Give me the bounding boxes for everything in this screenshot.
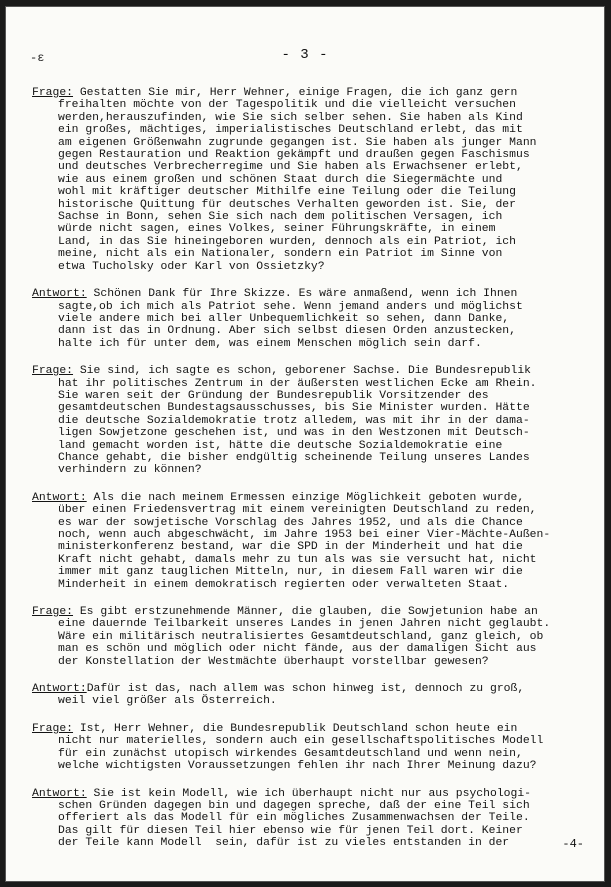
text-line [32,223,584,235]
line-text: gesamtdeutschen Bundestagsausschusses, bis Sie Minister wurden. Hätte [58,402,530,415]
text-line [32,723,584,735]
speaker-label: Antwort: [32,288,87,301]
text-line [32,149,584,161]
text-line [32,606,584,618]
interview-transcript [32,87,584,865]
text-line [32,186,584,198]
line-text: nicht nur materielles, sondern auch ein gesellschaftspolitisches Modell [58,735,544,748]
speaker-label: Frage: [32,87,74,99]
question-block [32,87,584,273]
text-line [32,631,584,643]
text-line [32,427,584,439]
text-line [32,248,584,260]
text-line [32,236,584,248]
speaker-label: Frage: [32,606,74,619]
text-line [32,325,584,337]
text-line [32,402,584,414]
speaker-label: Antwort: [32,491,87,504]
line-text: historische Quittung für deutsches Verhalten geworden ist. Sie, der [58,198,516,211]
text-line [32,735,584,747]
line-text: Sie waren seit der Gründung der Bundesrepublik Vorsitzender des [58,389,489,402]
text-line [32,760,584,772]
text-line [32,683,584,695]
text-line [32,452,584,464]
line-text: der Teile kann Modell sein, dafür ist zu vieles entstanden in der [58,837,510,850]
line-text: der Konstellation der Westmächte überhaupt vorstellbar gewesen? [58,655,489,668]
line-text: Ist, Herr Wehner, die Bundesrepublik Deutschland schon heute ein [73,722,518,735]
line-text: man es schön und möglich oder nicht fände, aus der damaligen Sicht aus [58,643,537,656]
line-text: dann ist das in Ordnung. Aber sich selbst diesen Orden anzustecken, [58,325,516,338]
line-text: welche wichtigsten Voraussetzungen fehlen ihr nach Ihrer Meinung dazu? [58,760,537,773]
text-line [32,695,584,707]
line-text: noch, wenn auch abgeschwächt, im Jahre 1953 bei einer Vier-Mächte-Außen- [58,529,551,541]
line-text: werden,herauszufinden, wie Sie sich selber sehen. Sie haben als Kind [58,111,523,124]
text-line [32,788,584,800]
speaker-label: Frage: [32,365,74,378]
text-line [32,313,584,325]
speaker-label: Frage: [32,722,74,735]
line-text: ministerkonferenz bestand, war die SPD in der Minderheit und hat die [58,541,523,554]
text-line [32,517,584,529]
speaker-label: Antwort: [32,683,87,696]
line-text: etwa Tucholsky oder Karl von Ossietzky? [58,260,325,273]
text-line [32,390,584,402]
text-line [32,566,584,578]
text-line [32,99,584,111]
line-text: Dafür ist das, nach allem was schon hinweg ist, dennoch zu groß, [86,683,525,696]
line-text: Schönen Dank für Ihre Skizze. Es wäre anmaßend, wenn ich Ihnen [86,288,518,301]
line-text: Es gibt erstzunehmende Männer, die glauben, die Sowjetunion habe an [73,606,538,619]
text-line [32,440,584,452]
answer-block [32,683,584,708]
text-line [32,554,584,566]
line-text: die deutsche Sozialdemokratie trotz alledem, was mit ihr in der dama- [58,414,530,427]
line-text: freihalten möchte von der Tagespolitik und die vielleicht versuchen [58,99,516,112]
text-line [32,464,584,476]
line-text: sagte,ob ich mich als Patriot sehe. Wenn jemand anders und möglichst [58,300,523,313]
line-text: über einen Friedensvertrag mit einem vereinigten Deutschland zu reden, [58,504,537,517]
text-line [32,837,584,849]
line-text: es war der sowjetische Vorschlag des Jahres 1952, und als die Chance [58,516,523,529]
text-line [32,415,584,427]
line-text: Sie ist kein Modell, wie ich überhaupt nicht nur aus psychologi- [86,787,531,800]
line-text: Kraft nicht gehabt, damals mehr zu tun als was sie versucht hat, nicht [58,553,537,566]
line-text: Sie sind, ich sagte es schon, geborener Sachse. Die Bundesrepublik [73,365,531,378]
text-line [32,365,584,377]
answer-block [32,492,584,591]
line-text: immer mit ganz tauglichen Mitteln, nur, in diesem Fall waren wir die [58,566,523,579]
text-line [32,800,584,812]
question-block [32,723,584,773]
line-text: und deutsches Verbrecherregime und Sie haben als Erwachsener erlebt, [58,161,523,174]
line-text: offeriert als das Modell für ein mögliches Zusammenwachsen der Teile. [58,812,530,825]
text-line [32,812,584,824]
line-text: gegen Restauration und Reaktion gekämpft und draußen gegen Faschismus [58,149,530,162]
text-line [32,338,584,350]
line-text: Das gilt für diesen Teil hier ebenso wie für jenen Teil dort. Keiner [58,824,523,837]
line-text: am eigenen Größenwahn zugrunde gegangen ist. Sie haben als junger Mann [58,136,537,149]
text-line [32,301,584,313]
text-line [32,137,584,149]
line-text: halte ich für unter dem, was einem Menschen möglich sein darf. [58,337,482,350]
text-line [32,656,584,668]
text-line [32,618,584,630]
line-text: verhindern zu können? [58,464,202,477]
text-line [32,161,584,173]
line-text: schen Gründen dagegen bin und dagegen spreche, daß der eine Teil sich [58,799,530,812]
next-page-marker: -4- [562,837,584,851]
line-text: Gestatten Sie mir, Herr Wehner, einige Fragen, die ich ganz gern [73,87,518,99]
text-line [32,112,584,124]
text-line [32,124,584,136]
line-text: Als die nach meinem Ermessen einzige Möglichkeit geboten wurde, [86,491,525,504]
text-line [32,825,584,837]
text-line [32,211,584,223]
scan-mark: -ε [30,51,45,65]
text-line [32,541,584,553]
line-text: ein großes, mächtiges, imperialistisches Deutschland erlebt, das mit [58,124,523,137]
text-line [32,492,584,504]
line-text: für ein zunächst utopisch wirkendes Gesamtdeutschland und wenn nein, [58,747,523,760]
line-text: Land, in das Sie hineingeboren wurden, dennoch als ein Patriot, ich [58,235,516,248]
text-line [32,378,584,390]
line-text: meine, nicht als ein Nationaler, sondern ein Patriot im Sinne von [58,248,503,261]
line-text: Chance gehabt, die bisher endgültig scheinende Teilung unseres Landes [58,451,530,464]
text-line [32,261,584,273]
line-text: wie aus einem großen und schönen Staat durch die Siegermächte und [58,173,503,186]
text-line [32,579,584,591]
text-line [32,643,584,655]
line-text: weil viel größer als Österreich. [58,695,277,708]
speaker-label: Antwort: [32,787,87,800]
line-text: würde nicht sagen, eines Volkes, seiner Führungskräfte, in einem [58,223,496,236]
line-text: eine dauernde Teilbarkeit unseres Landes in jenen Jahren nicht geglaubt. [58,618,551,631]
question-block [32,365,584,477]
text-line [32,288,584,300]
line-text: hat ihr politisches Zentrum in der äußersten westlichen Ecke am Rhein. [58,377,537,390]
answer-block [32,788,584,850]
question-block [32,606,584,668]
text-line [32,87,584,99]
line-text: Sachse in Bonn, sehen Sie sich nach dem politischen Versagen, ich [58,211,503,224]
line-text: viele andere mich bei aller Unbequemlichkeit so sehen, dann Danke, [58,312,510,325]
text-line [32,529,584,541]
line-text: Minderheit in einem demokratisch regierten oder verwalteten Staat. [58,578,510,591]
document-page [5,6,605,882]
text-line [32,504,584,516]
text-line [32,199,584,211]
answer-block [32,288,584,350]
text-line [32,174,584,186]
text-line [32,748,584,760]
page-number: - 3 - [281,47,329,63]
line-text: wohl mit kräftiger deutscher Mithilfe eine Teilung oder die Teilung [58,186,516,199]
line-text: land gemacht worden ist, hätte die deutsche Sozialdemokratie eine [58,439,503,452]
line-text: Wäre ein militärisch neutralisiertes Gesamtdeutschland, ganz gleich, ob [58,630,544,643]
line-text: ligen Sowjetzone geschehen ist, und was in den Westzonen mit Deutsch- [58,427,530,440]
